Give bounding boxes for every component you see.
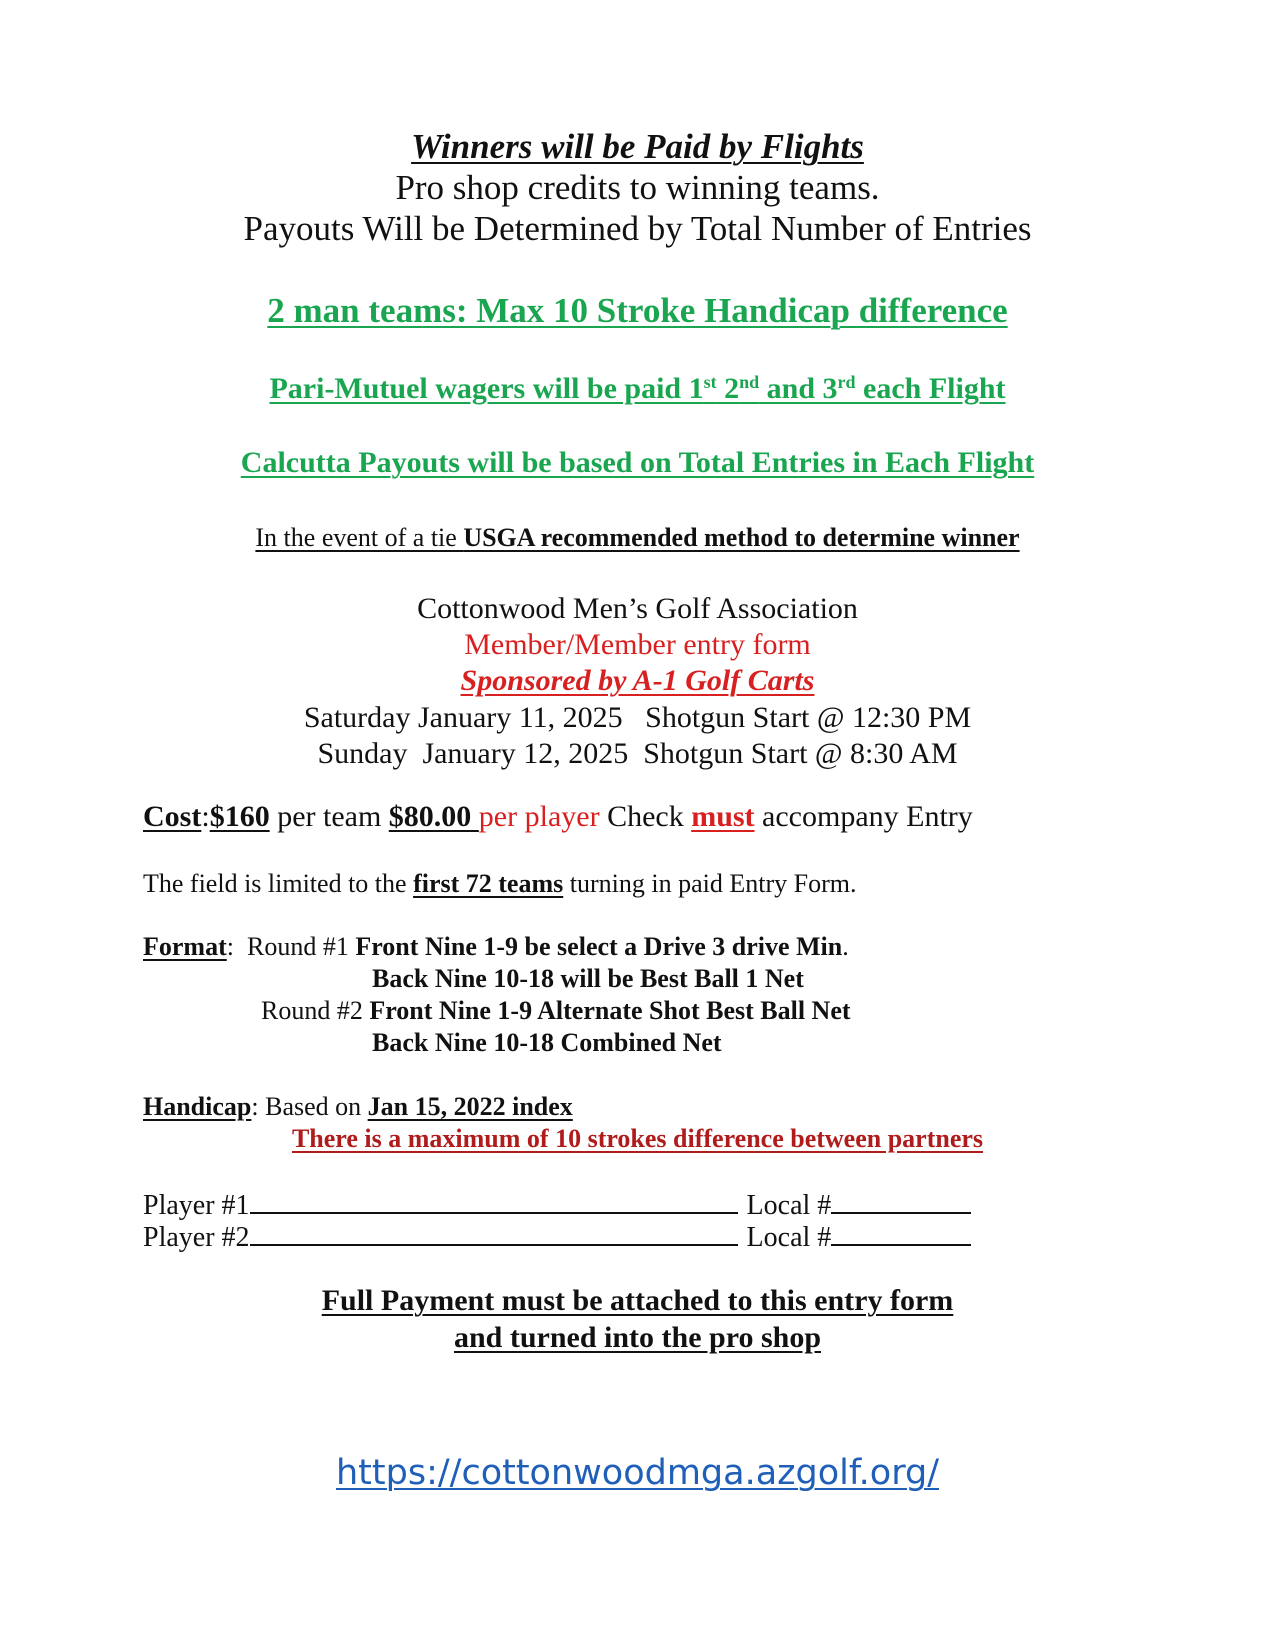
player2-row bbox=[143, 1218, 971, 1254]
format-round1-back: Back Nine 10-18 will be Best Ball 1 Net bbox=[372, 964, 804, 993]
field-prefix: The field is limited to the bbox=[143, 869, 414, 898]
player2-local-label: Local # bbox=[746, 1222, 832, 1253]
pari-mutuel-line bbox=[0, 372, 1275, 406]
accompany-text: accompany Entry bbox=[754, 800, 973, 833]
handicap-line bbox=[143, 1092, 573, 1122]
handicap-max-note: There is a maximum of 10 strokes difference between partners bbox=[291, 1124, 984, 1153]
cost-line bbox=[143, 800, 973, 834]
tie-method: USGA recommended method to determine winner bbox=[463, 523, 1020, 552]
header-title-line bbox=[0, 127, 1275, 167]
field-limit-line bbox=[143, 869, 856, 899]
field-suffix: turning in paid Entry Form. bbox=[563, 869, 857, 898]
player1-name-field[interactable] bbox=[250, 1186, 738, 1214]
calcutta-line bbox=[0, 446, 1275, 480]
round1-front: Front Nine 1-9 be select a Drive 3 drive Min bbox=[355, 932, 843, 961]
pari-text-1: Pari-Mutuel wagers will be paid 1 bbox=[269, 372, 704, 405]
player1-local-field[interactable] bbox=[831, 1186, 971, 1214]
player2-name-field[interactable] bbox=[250, 1218, 738, 1246]
check-text: Check bbox=[599, 800, 692, 833]
association-name: Cottonwood Men’s Golf Association bbox=[417, 592, 858, 625]
must-text: must bbox=[691, 800, 755, 833]
format-round1-front bbox=[143, 932, 849, 962]
handicap-date: Jan 15, 2022 index bbox=[367, 1092, 573, 1121]
per-player: per player bbox=[478, 800, 600, 833]
cost-colon: : bbox=[201, 800, 210, 833]
cost-label: Cost bbox=[143, 800, 202, 833]
format-round2-back: Back Nine 10-18 Combined Net bbox=[372, 1028, 722, 1057]
format-label: Format bbox=[143, 932, 227, 961]
pari-sup-1: st bbox=[703, 372, 717, 393]
player1-row bbox=[143, 1186, 971, 1222]
tie-line bbox=[0, 523, 1275, 553]
handicap-text: : Based on bbox=[251, 1092, 368, 1121]
sponsor: Sponsored by A-1 Golf Carts bbox=[460, 664, 815, 697]
pari-text-4: each Flight bbox=[855, 372, 1006, 405]
website-line bbox=[0, 1453, 1275, 1493]
handicap-max-line bbox=[0, 1124, 1275, 1154]
pari-text-3: and 3 bbox=[759, 372, 838, 405]
pro-shop-credits: Pro shop credits to winning teams. bbox=[395, 168, 880, 207]
handicap-label: Handicap bbox=[143, 1092, 252, 1121]
pari-sup-2: nd bbox=[739, 372, 760, 393]
sponsor-line bbox=[0, 664, 1275, 698]
player2-label: Player #2 bbox=[143, 1222, 250, 1253]
player1-label: Player #1 bbox=[143, 1190, 250, 1221]
per-team: per team bbox=[269, 800, 389, 833]
player2-local-field[interactable] bbox=[831, 1218, 971, 1246]
player1-local-label: Local # bbox=[746, 1190, 832, 1221]
round1-label: Round #1 bbox=[246, 932, 356, 961]
round1-dot: . bbox=[842, 932, 849, 961]
day2-schedule: Sunday January 12, 2025 Shotgun Start @ 8:30 AM bbox=[317, 737, 958, 770]
payment-note-2: and turned into the pro shop bbox=[453, 1321, 822, 1354]
calcutta-rule: Calcutta Payouts will be based on Total Entries in Each Flight bbox=[240, 446, 1035, 479]
team-rule-line bbox=[0, 291, 1275, 331]
form-name: Member/Member entry form bbox=[464, 628, 811, 661]
payment-line-2 bbox=[0, 1321, 1275, 1355]
payment-line-1 bbox=[0, 1284, 1275, 1318]
pari-text-2: 2 bbox=[716, 372, 740, 405]
tie-prefix: In the event of a tie bbox=[255, 523, 464, 552]
team-price: $160 bbox=[209, 800, 270, 833]
day1-schedule: Saturday January 11, 2025 Shotgun Start @ 12:30 PM bbox=[303, 701, 972, 734]
format-round2-front bbox=[261, 996, 851, 1026]
payouts-note: Payouts Will be Determined by Total Number of Entries bbox=[243, 209, 1032, 248]
field-limit: first 72 teams bbox=[413, 869, 564, 898]
format-colon: : bbox=[226, 932, 247, 961]
tie-rule bbox=[255, 523, 1019, 552]
round2-front: Front Nine 1-9 Alternate Shot Best Ball Net bbox=[369, 996, 851, 1025]
round2-label: Round #2 bbox=[261, 996, 370, 1025]
pari-mutuel-rule bbox=[269, 372, 1005, 405]
pari-sup-3: rd bbox=[837, 372, 856, 393]
website-link[interactable]: https://cottonwoodmga.azgolf.org/ bbox=[336, 1453, 939, 1493]
player-price: $80.00 bbox=[388, 800, 479, 833]
header-title: Winners will be Paid by Flights bbox=[411, 127, 864, 166]
payment-note-1: Full Payment must be attached to this entry form bbox=[321, 1284, 954, 1317]
team-rule: 2 man teams: Max 10 Stroke Handicap difference bbox=[267, 291, 1008, 330]
